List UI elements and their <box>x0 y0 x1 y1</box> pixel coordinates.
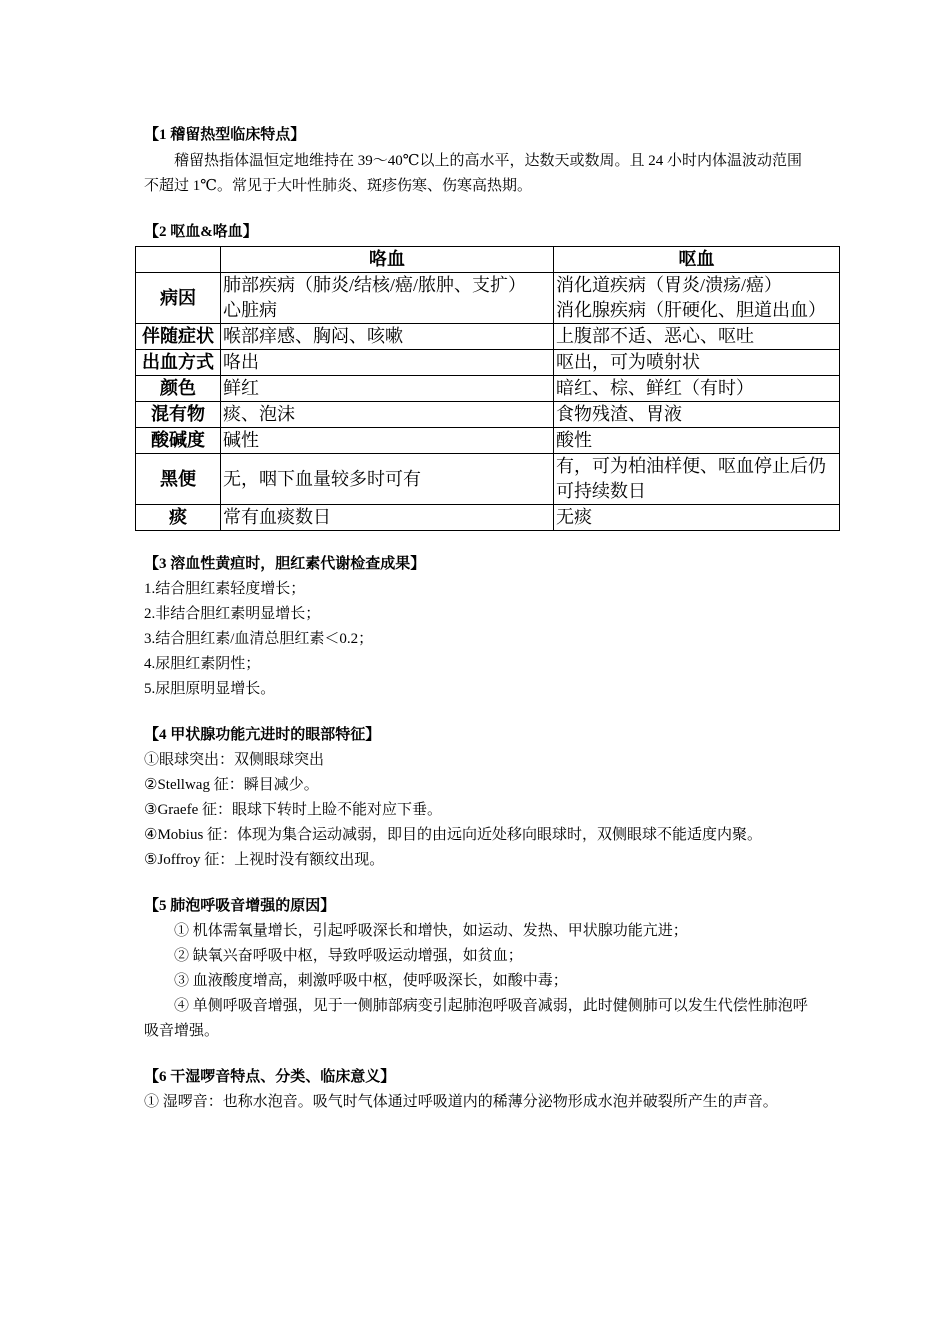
cell-text-line: 食物残渣、胃液 <box>556 404 682 424</box>
row-header-cell: 酸碱度 <box>136 428 221 454</box>
hematemesis-cell <box>554 505 840 531</box>
list-item: ① 机体需氧量增长，引起呼吸深长和增快，如运动、发热、甲状腺功能亢进； <box>174 923 688 939</box>
document-page <box>142 124 826 1115</box>
hemoptysis-cell <box>221 324 554 350</box>
section-3-list <box>144 577 810 702</box>
cell-text-line: 上腹部不适、恶心、呕吐 <box>556 326 754 346</box>
cell-text-line: 酸性 <box>556 430 592 450</box>
table-row <box>136 350 840 376</box>
section-5-list <box>144 919 810 1044</box>
list-item: ③Graefe 征：眼球下转时上睑不能对应下垂。 <box>144 802 442 818</box>
hematemesis-cell <box>554 402 840 428</box>
hematemesis-cell <box>554 428 840 454</box>
row-header-cell: 出血方式 <box>136 350 221 376</box>
table-row <box>136 505 840 531</box>
row-header-cell: 黑便 <box>136 454 221 505</box>
table-row <box>136 273 840 324</box>
column-header-hematemesis: 呕血 <box>554 247 840 273</box>
hematemesis-cell <box>554 324 840 350</box>
hemoptysis-cell <box>221 454 554 505</box>
section-6-list <box>144 1090 810 1115</box>
column-header-hemoptysis: 咯血 <box>221 247 554 273</box>
section-1-body: 稽留热指体温恒定地维持在 39～40℃以上的高水平，达数天或数周。且 24 小时内体温波动范围不超过 1℃。常见于大叶性肺炎、斑疹伤寒、伤寒高热期。 <box>144 153 803 194</box>
section-1-heading: 【1 稽留热型临床特点】 <box>144 127 306 143</box>
cell-text-line: 痰、泡沫 <box>223 404 295 424</box>
list-item: ①眼球突出：双侧眼球突出 <box>144 752 325 768</box>
section-4-list <box>144 748 810 873</box>
cell-text-line: 有，可为柏油样便、呕血停止后仍可持续数日 <box>556 456 826 501</box>
section-5-heading: 【5 肺泡呼吸音增强的原因】 <box>144 898 336 914</box>
table-body <box>136 273 840 531</box>
cell-text-line: 碱性 <box>223 430 259 450</box>
list-item: ②Stellwag 征：瞬目减少。 <box>144 777 319 793</box>
cell-text-line: 心脏病 <box>223 300 277 320</box>
cell-text-line: 暗红、棕、鲜红（有时） <box>556 378 754 398</box>
row-header-cell: 痰 <box>136 505 221 531</box>
table-row <box>136 324 840 350</box>
cell-text-line: 鲜红 <box>223 378 259 398</box>
list-item: 2.非结合胆红素明显增长； <box>144 606 321 622</box>
list-item: ④Mobius 征：体现为集合运动减弱，即目的由远向近处移向眼球时，双侧眼球不能适度内聚。 <box>144 827 763 843</box>
hematemesis-cell <box>554 350 840 376</box>
row-header-cell: 病因 <box>136 273 221 324</box>
cell-text-line: 无痰 <box>556 507 592 527</box>
hemoptysis-cell <box>221 273 554 324</box>
list-item: 3.结合胆红素/血清总胆红素＜0.2； <box>144 631 374 647</box>
list-item: 1.结合胆红素轻度增长； <box>144 581 306 597</box>
list-item: ⑤Joffroy 征：上视时没有额纹出现。 <box>144 852 385 868</box>
cell-text-line: 肺部疾病（肺炎/结核/癌/脓肿、支扩） <box>223 275 527 295</box>
table-corner-cell <box>136 247 221 273</box>
list-item: ② 缺氧兴奋呼吸中枢，导致呼吸运动增强，如贫血； <box>174 948 523 964</box>
table-header-row <box>136 247 840 273</box>
list-item: 5.尿胆原明显增长。 <box>144 681 276 697</box>
section-4-heading: 【4 甲状腺功能亢进时的眼部特征】 <box>144 727 381 743</box>
table-row <box>136 428 840 454</box>
cell-text-line: 喉部痒感、胸闷、咳嗽 <box>223 326 403 346</box>
row-header-cell: 颜色 <box>136 376 221 402</box>
hematemesis-cell <box>554 454 840 505</box>
list-item: ③ 血液酸度增高，刺激呼吸中枢，使呼吸深长，如酸中毒； <box>174 973 568 989</box>
hematemesis-cell <box>554 273 840 324</box>
table-row <box>136 454 840 505</box>
cell-text-line: 消化道疾病（胃炎/溃疡/癌） <box>556 275 783 295</box>
section-2-heading: 【2 呕血&咯血】 <box>144 224 258 240</box>
row-header-cell: 伴随症状 <box>136 324 221 350</box>
table-row <box>136 376 840 402</box>
hemoptysis-cell <box>221 428 554 454</box>
comparison-table <box>135 246 840 531</box>
cell-text-line: 无，咽下血量较多时可有 <box>223 468 421 489</box>
list-item: 4.尿胆红素阴性； <box>144 656 261 672</box>
row-header-cell: 混有物 <box>136 402 221 428</box>
hematemesis-cell <box>554 376 840 402</box>
hemoptysis-cell <box>221 402 554 428</box>
cell-text-line: 呕出，可为喷射状 <box>556 352 700 372</box>
cell-text-line: 消化腺疾病（肝硬化、胆道出血） <box>556 300 826 320</box>
table-row <box>136 402 840 428</box>
hemoptysis-cell <box>221 350 554 376</box>
hemoptysis-cell <box>221 376 554 402</box>
list-item: ① 湿啰音：也称水泡音。吸气时气体通过呼吸道内的稀薄分泌物形成水泡并破裂所产生的声音。 <box>144 1094 778 1110</box>
section-6-heading: 【6 干湿啰音特点、分类、临床意义】 <box>144 1069 396 1085</box>
cell-text-line: 常有血痰数日 <box>223 507 331 527</box>
hemoptysis-cell <box>221 505 554 531</box>
cell-text-line: 咯出 <box>223 352 259 372</box>
list-item: ④ 单侧呼吸音增强，见于一侧肺部病变引起肺泡呼吸音减弱，此时健侧肺可以发生代偿性肺泡呼吸音增强。 <box>144 998 808 1039</box>
section-3-heading: 【3 溶血性黄疸时，胆红素代谢检查成果】 <box>144 556 426 572</box>
